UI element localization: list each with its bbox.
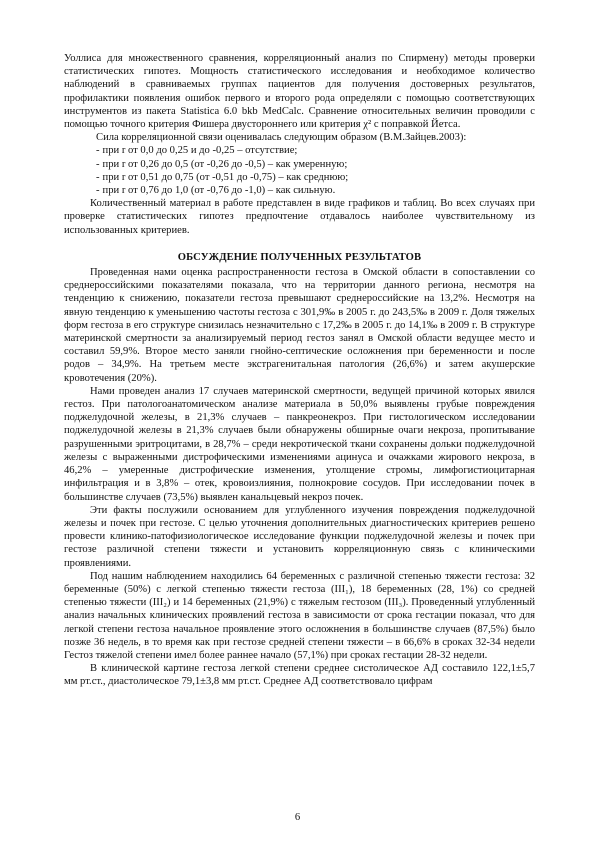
list-item: - при r от 0,51 до 0,75 (от -0,51 до -0,75) – как среднюю; xyxy=(96,171,349,183)
discussion-paragraph-5: В клинической картине гестоза легкой степени среднее систолическое АД составило 122,1±5,7 мм рт.ст., диастолическое 79,1±3,8 мм рт.ст. Среднее АД соответствовало цифрам xyxy=(64,663,535,688)
methods-paragraph-2: Количественный материал в работе представлен в виде графиков и таблиц. Во всех случаях при проверке статистических гипотез предпочтение отдавалось наиболее чувствительному из использованных критериев. xyxy=(64,198,535,236)
list-item: - при r от 0,0 до 0,25 и до -0,25 – отсутствие; xyxy=(96,145,298,157)
discussion-paragraph-4: Под нашим наблюдением находились 64 беременных с различной степенью тяжести гестоза: 32 беременные (50%) с легкой степенью тяжести гестоза (III₁), 18 беременных (28, 1%) со средней степенью тяжести (III₂) и 14 беременных (21,9%) с тяжелым гестозом (III₃). Проведенный углубленный анализ начальных клинических проявлений гестоза в зависимости от срока гестации показал, что для легкой степени гестоза начальное проявление этого осложнения в большинстве случаев (87,5%) было позже 36 недель, в то время как при гестозе средней степени тяжести – в 66,6% в сроках 32-34 недели Гестоз тяжелой степени имел более раннее начало (57,1%) при сроках гестации 28-32 недели. xyxy=(64,570,535,661)
correlation-intro: Сила корреляционной связи оценивалась следующим образом (В.М.Зайцев.2003): xyxy=(96,132,467,144)
page-number: 6 xyxy=(294,812,301,823)
list-item: - при r от 0,26 до 0,5 (от -0,26 до -0,5) – как умеренную; xyxy=(96,158,348,170)
discussion-paragraph-3: Эти факты послужили основанием для углубленного изучения повреждения поджелудочной железы и почек при гестозе. С целью уточнения дополнительных диагностических критериев решено провести клинико-патофизиологическое исследование функции поджелудочной железы и почек при гестозе различной степени тяжести и установить корреляционную связь с клиническими проявлениями. xyxy=(64,504,535,569)
correlation-levels-list xyxy=(64,144,535,197)
section-heading: ОБСУЖДЕНИЕ ПОЛУЧЕННЫХ РЕЗУЛЬТАТОВ xyxy=(177,251,422,263)
list-item: - при r от 0,76 до 1,0 (от -0,76 до -1,0) – как сильную. xyxy=(96,185,336,197)
methods-paragraph-1: Уоллиса для множественного сравнения, корреляционный анализ по Спирмену) методы проверки статистических гипотез. Мощность статистического исследования и необходимое количество наблюдений в сравниваемых группах пациентов для получения достоверных результатов, профилактики появления ошибок первого и второго рода определяли с помощью соответствующих инструментов из пакета Statistica 6.0 bkb MedCalc. Сравнение относительных величин проводили с помощью точного критерия Фишера двустороннего или критерия χ² с поправкой Йетса. xyxy=(64,53,535,131)
discussion-paragraph-1: Проведенная нами оценка распространенности гестоза в Омской области в сопоставлении со среднероссийскими показателями показала, что на территории данного региона, несмотря на тенденцию к снижению, показатели гестоза превышают среднероссийские на 13,2%. Несмотря на явную тенденцию к уменьшению частоты гестоза с 301,9‰ в 2005 г. до 243,5‰ в 2009 г. Доля тяжелых форм гестоза в его структуре снизилась незначительно с 17,2‰ в 2005 г. до 14,1‰ в 2009 г. В структуре материнской смертности за анализируемый период гестоз занял в Омской области ведущее место и составил 59,9%. Второе место заняли гнойно-септические осложнения при беременности и после родов – 34,9%. На третьем месте экстрагенитальная патология (26,6%) и затем акушерские кровотечения (20%). xyxy=(64,267,535,384)
discussion-paragraph-2: Нами проведен анализ 17 случаев материнской смертности, ведущей причиной которых явился гестоз. При патологоанатомическом анализе материала в 50,0% выявлены грубые повреждения поджелудочной железы, в 21,3% случаев – панкреонекроз. При гистологическом исследовании поджелудочной железы в 21,3% случаев были обнаружены обширные очаги некроза, пропитывание разрушенными эритроцитами, в 28,7% – среди некротической ткани сохранены дольки поджелудочной железы с выраженными дистрофическими изменениями ацинуса и очажками жирового некроза, в 46,2% – умеренные дистрофические изменения, утолщение стромы, лимфогистиоцитарная инфильтрация и в 3,8% – отек, кровоизлияния, полнокровие сосудов. При исследовании почек в большинстве случаев (73,5%) выявлен канальцевый некроз почек. xyxy=(64,385,535,503)
